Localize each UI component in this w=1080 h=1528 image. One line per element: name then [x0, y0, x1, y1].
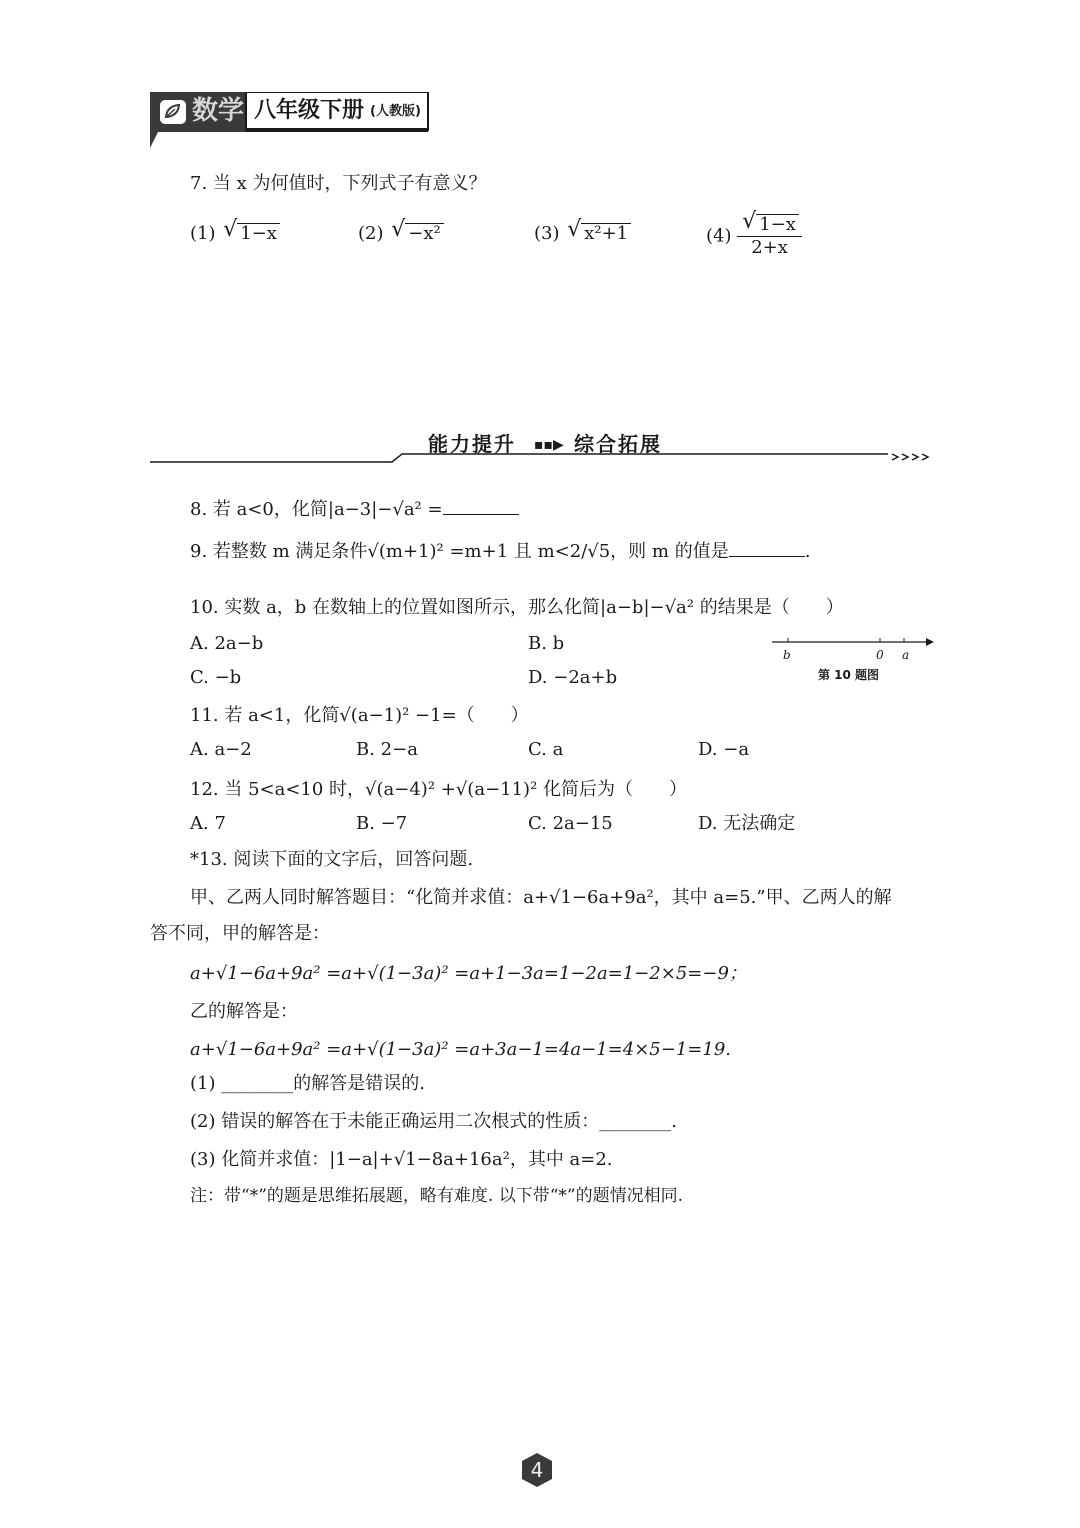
q13-intro-2: 答不同，甲的解答是：: [150, 923, 330, 944]
number-line-label-b: b: [783, 648, 791, 662]
section-title-left: 能力提升: [428, 432, 516, 456]
page-number-badge: [520, 1452, 554, 1488]
q13-stem: *13. 阅读下面的文字后，回答问题.: [190, 849, 474, 870]
q8: [190, 496, 519, 522]
header-grade: 八年级下册: [254, 98, 365, 123]
q9-text: 9. 若整数 m 满足条件√(m+1)² =m+1 且 m<2/√5，则 m 的值是: [190, 541, 729, 562]
q11-option-a[interactable]: A. a−2: [190, 739, 252, 760]
q12-option-a[interactable]: A. 7: [190, 813, 226, 834]
number-line-label-a: a: [902, 648, 910, 662]
section-title-right: 综合拓展: [574, 432, 662, 456]
q7-stem: 7. 当 x 为何值时，下列式子有意义？: [190, 173, 487, 194]
section-rule: [150, 450, 940, 466]
q13-jia-solution: a+√1−6a+9a² =a+√(1−3a)² =a+1−3a=1−2a=1−2×5=−9；: [190, 963, 747, 984]
q10-option-d[interactable]: D. −2a+b: [528, 667, 618, 688]
q8-blank[interactable]: [443, 496, 519, 515]
page-number: 4: [530, 1458, 544, 1482]
q12-option-b[interactable]: B. −7: [356, 813, 408, 834]
q10-option-b[interactable]: B. b: [528, 633, 565, 654]
q13-sub-1: (1) ________的解答是错误的.: [190, 1073, 425, 1094]
q7-item-1: (1) √ 1−x: [190, 222, 280, 246]
q7-item-4: (4) √ 1−x 2+x: [706, 214, 802, 259]
q13-note: 注：带“*”的题是思维拓展题，略有难度. 以下带“*”的题情况相同.: [190, 1186, 683, 1206]
q9-blank[interactable]: [729, 538, 805, 557]
section-heading: [150, 428, 940, 468]
q11-option-b[interactable]: B. 2−a: [356, 739, 418, 760]
number-line: [770, 632, 940, 656]
header-subject: 数学: [192, 96, 245, 126]
q7-expr-1: 1−x: [237, 223, 280, 244]
q10-option-a[interactable]: A. 2a−b: [190, 633, 264, 654]
q13-yi-solution: a+√1−6a+9a² =a+√(1−3a)² =a+3a−1=4a−1=4×5−1=19.: [190, 1039, 731, 1060]
q7-expr-2: −x²: [405, 223, 443, 244]
q10-stem: 10. 实数 a，b 在数轴上的位置如图所示，那么化简|a−b|−√a² 的结果是（ ）: [190, 597, 844, 618]
q12-option-c[interactable]: C. 2a−15: [528, 813, 613, 834]
q11-option-d[interactable]: D. −a: [698, 739, 750, 760]
q7-expr-3: x²+1: [581, 223, 631, 244]
header-banner: [150, 92, 430, 132]
q7-den-4: 2+x: [751, 237, 788, 258]
q7-item-3: (3) √ x²+1: [534, 222, 631, 246]
q13-sub-3: (3) 化简并求值：|1−a|+√1−8a+16a²，其中 a=2.: [190, 1149, 613, 1170]
figure-caption: 第 10 题图: [818, 668, 880, 682]
leaf-icon: [160, 100, 186, 124]
number-line-label-0: 0: [876, 648, 884, 662]
q13-sub-2: (2) 错误的解答在于未能正确运用二次根式的性质：________.: [190, 1111, 677, 1132]
q10-option-c[interactable]: C. −b: [190, 667, 242, 688]
q11-stem: 11. 若 a<1，化简√(a−1)² −1=（ ）: [190, 705, 529, 726]
q11-option-c[interactable]: C. a: [528, 739, 564, 760]
q13-yi-label: 乙的解答是：: [190, 1001, 298, 1022]
q7-num-4: 1−x: [756, 214, 799, 235]
q10-figure: [770, 632, 940, 684]
q13-intro-1: 甲、乙两人同时解答题目：“化简并求值：a+√1−6a+9a²，其中 a=5.”甲、乙两人的解: [190, 887, 892, 908]
arrow-connector-icon: ▪▪▶: [534, 437, 564, 453]
q12-option-d[interactable]: D. 无法确定: [698, 813, 796, 834]
q7-item-2: (2) √ −x²: [358, 222, 444, 246]
q8-text: 8. 若 a<0，化简|a−3|−√a² =: [190, 499, 443, 520]
header-edition: (人教版): [370, 104, 421, 119]
q9: 9. 若整数 m 满足条件√(m+1)² =m+1 且 m<2/√5，则 m 的值是 .: [190, 538, 810, 564]
q12-stem: 12. 当 5<a<10 时，√(a−4)² +√(a−11)² 化简后为（ ）: [190, 779, 688, 800]
